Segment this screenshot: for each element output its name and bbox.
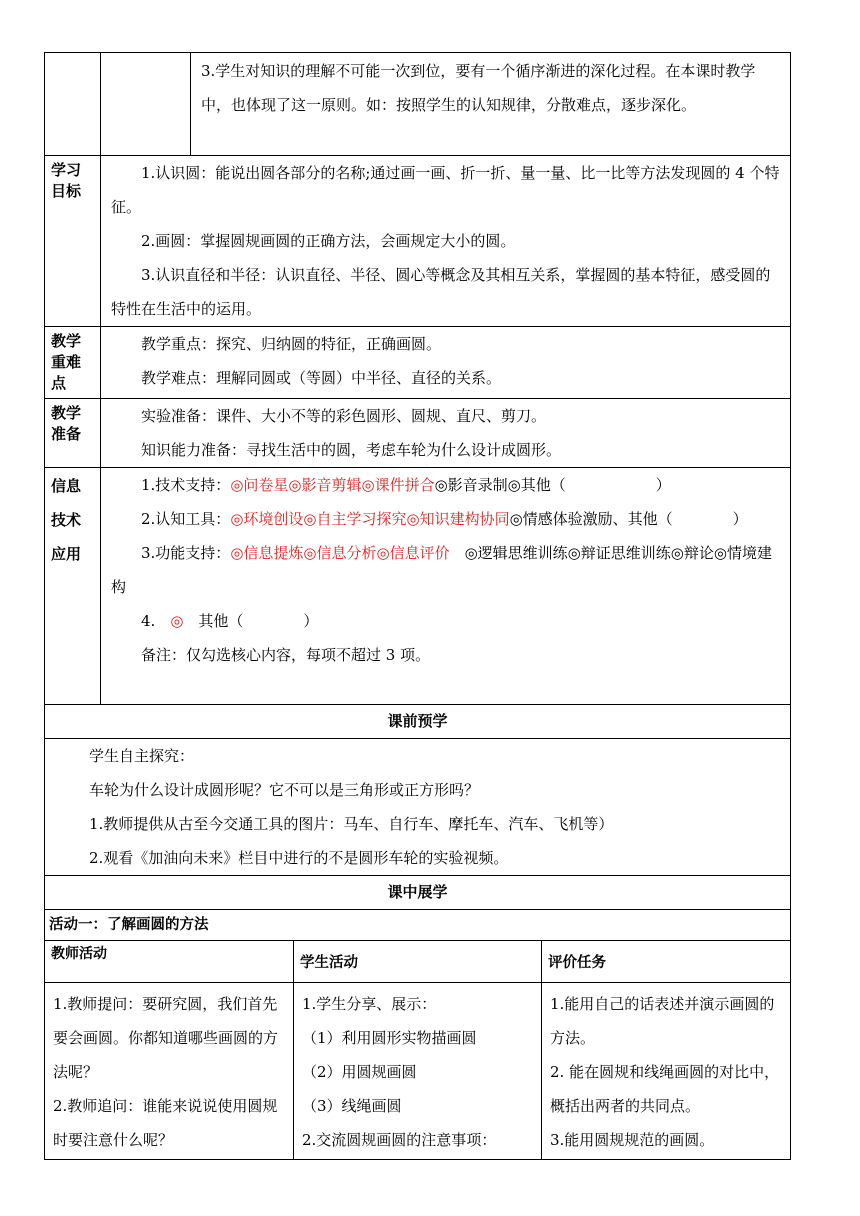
key-point-item: 教学难点：理解同圆或（等圆）中半径、直径的关系。: [141, 369, 502, 387]
tech-line-4: [111, 604, 782, 638]
teacher-activity-cell: [45, 983, 294, 1160]
tech-option-rest[interactable]: 其他（ ）: [183, 612, 319, 630]
tech-line-prefix: 4.: [141, 612, 171, 630]
evaluation-task-item: 1.能用自己的话表述并演示画圆的方法。: [550, 995, 775, 1047]
key-point-item: 教学重点：探究、归纳圆的特征，正确画圆。: [141, 335, 442, 353]
objective-item: 2.画圆：掌握圆规画圆的正确方法，会画规定大小的圆。: [141, 232, 516, 250]
objective-item: 3.认识直径和半径：认识直径、半径、圆心等概念及其相互关系，掌握圆的基本特征，感受圆的特性在生活中的运用。: [111, 266, 771, 318]
top-label-cell: [45, 53, 101, 156]
objectives-label-cell: [45, 156, 101, 327]
tech-option-rest[interactable]: ◎影音录制◎其他（ ）: [434, 476, 671, 494]
tech-content: [101, 468, 791, 705]
preparation-item: 实验准备：课件、大小不等的彩色圆形、圆规、直尺、剪刀。: [141, 407, 547, 425]
preparation-content: [101, 399, 791, 468]
activity-title: 活动一：了解画圆的方法: [45, 910, 791, 941]
objective-item: 1.认识圆：能说出圆各部分的名称;通过画一画、折一折、量一量、比一比等方法发现圆的 4 个特征。: [111, 164, 780, 216]
column-header-evaluation: 评价任务: [542, 941, 791, 983]
evaluation-task-item: 2. 能在圆规和线绳画圆的对比中，概括出两者的共同点。: [550, 1063, 780, 1115]
student-activity-item: 2.交流圆规画圆的注意事项：: [302, 1131, 497, 1149]
pre-study-content: [45, 739, 791, 876]
pre-study-item: 1.教师提供从古至今交通工具的图片：马车、自行车、摩托车、汽车、飞机等）: [89, 815, 614, 833]
student-activity-item: （1）利用圆形实物描画圆: [302, 1029, 477, 1047]
tech-line-1: [111, 468, 782, 502]
key-points-label-cell: [45, 327, 101, 399]
tech-note: 备注：仅勾选核心内容，每项不超过 3 项。: [141, 646, 431, 664]
tech-option-checked[interactable]: ◎信息分析: [303, 544, 377, 562]
activity-content-row: [45, 983, 791, 1160]
tech-line-3: [111, 536, 782, 604]
lesson-plan-table: [44, 52, 791, 1160]
key-points-content: [101, 327, 791, 399]
pre-study-header-row: [45, 705, 791, 739]
pre-study-item: 2.观看《加油向未来》栏目中进行的不是圆形车轮的实验视频。: [89, 849, 509, 867]
pre-study-row: [45, 739, 791, 876]
pre-study-header: 课前预学: [45, 705, 791, 739]
tech-option-checked[interactable]: ◎问卷星: [230, 476, 289, 494]
key-points-label: 教学重难点: [51, 332, 82, 392]
objectives-row: [45, 156, 791, 327]
top-text: 3.学生对知识的理解不可能一次到位，要有一个循序渐进的深化过程。在本课时教学中，也体现了这一原则。如：按照学生的认知规律，分散难点，逐步深化。: [201, 62, 756, 114]
student-activity-item: （3）线绳画圆: [302, 1097, 402, 1115]
column-header-teacher: 教师活动: [45, 941, 294, 983]
tech-line-2: [111, 502, 782, 536]
pre-study-item: 学生自主探究：: [89, 747, 195, 765]
tech-option-checked[interactable]: ◎信息评价: [376, 544, 450, 562]
tech-option-checked[interactable]: ◎自主学习探究: [303, 510, 407, 528]
evaluation-task-cell: [542, 983, 791, 1160]
activity-title-row: [45, 910, 791, 941]
tech-label: [45, 468, 100, 575]
activity-columns-row: [45, 941, 791, 983]
teacher-activity-item: 1.教师提问：要研究圆，我们首先要会画圆。你都知道哪些画圆的方法呢？: [53, 995, 279, 1081]
preparation-row: [45, 399, 791, 468]
student-activity-cell: [294, 983, 542, 1160]
in-class-header-row: [45, 876, 791, 910]
tech-label-cell: [45, 468, 101, 705]
tech-option-checked[interactable]: ◎环境创设: [230, 510, 304, 528]
top-empty-cell: [101, 53, 191, 156]
preparation-label: 教学准备: [51, 404, 82, 443]
preparation-item: 知识能力准备：寻找生活中的圆，考虑车轮为什么设计成圆形。: [141, 441, 562, 459]
top-continuation-row: [45, 53, 791, 156]
objectives-content: [101, 156, 791, 327]
student-activity-item: 1.学生分享、展示：: [302, 995, 437, 1013]
top-text-cell: [191, 53, 791, 156]
column-header-student: 学生活动: [294, 941, 542, 983]
tech-row: [45, 468, 791, 705]
pre-study-item: 车轮为什么设计成圆形呢？它不可以是三角形或正方形吗？: [89, 781, 480, 799]
tech-option-checked[interactable]: ◎知识建构协同: [406, 510, 510, 528]
tech-line-prefix: 3.功能支持：: [141, 544, 231, 562]
tech-option-checked[interactable]: ◎影音剪辑: [288, 476, 362, 494]
in-class-header: 课中展学: [45, 876, 791, 910]
student-activity-item: （2）用圆规画圆: [302, 1063, 417, 1081]
tech-option-checked[interactable]: ◎: [170, 612, 184, 630]
objectives-label: 学习目标: [51, 161, 82, 200]
tech-label-line: 应用: [51, 545, 82, 563]
evaluation-task-item: 3.能用圆规规范的画圆。: [550, 1131, 715, 1149]
tech-option-checked[interactable]: ◎课件拼合: [361, 476, 435, 494]
tech-line-prefix: 2.认知工具：: [141, 510, 231, 528]
tech-option-checked[interactable]: ◎信息提炼: [230, 544, 304, 562]
key-points-row: [45, 327, 791, 399]
tech-line-prefix: 1.技术支持：: [141, 476, 231, 494]
preparation-label-cell: [45, 399, 101, 468]
tech-option-rest[interactable]: ◎逻辑思维训练◎辩证思维训练◎辩论◎情境建构: [111, 544, 772, 596]
teacher-activity-item: 2.教师追问：谁能来说说使用圆规时要注意什么呢？: [53, 1097, 278, 1149]
tech-option-rest[interactable]: ◎情感体验激励、其他（ ）: [509, 510, 748, 528]
tech-label-line: 信息: [51, 477, 82, 495]
tech-label-line: 技术: [51, 511, 82, 529]
